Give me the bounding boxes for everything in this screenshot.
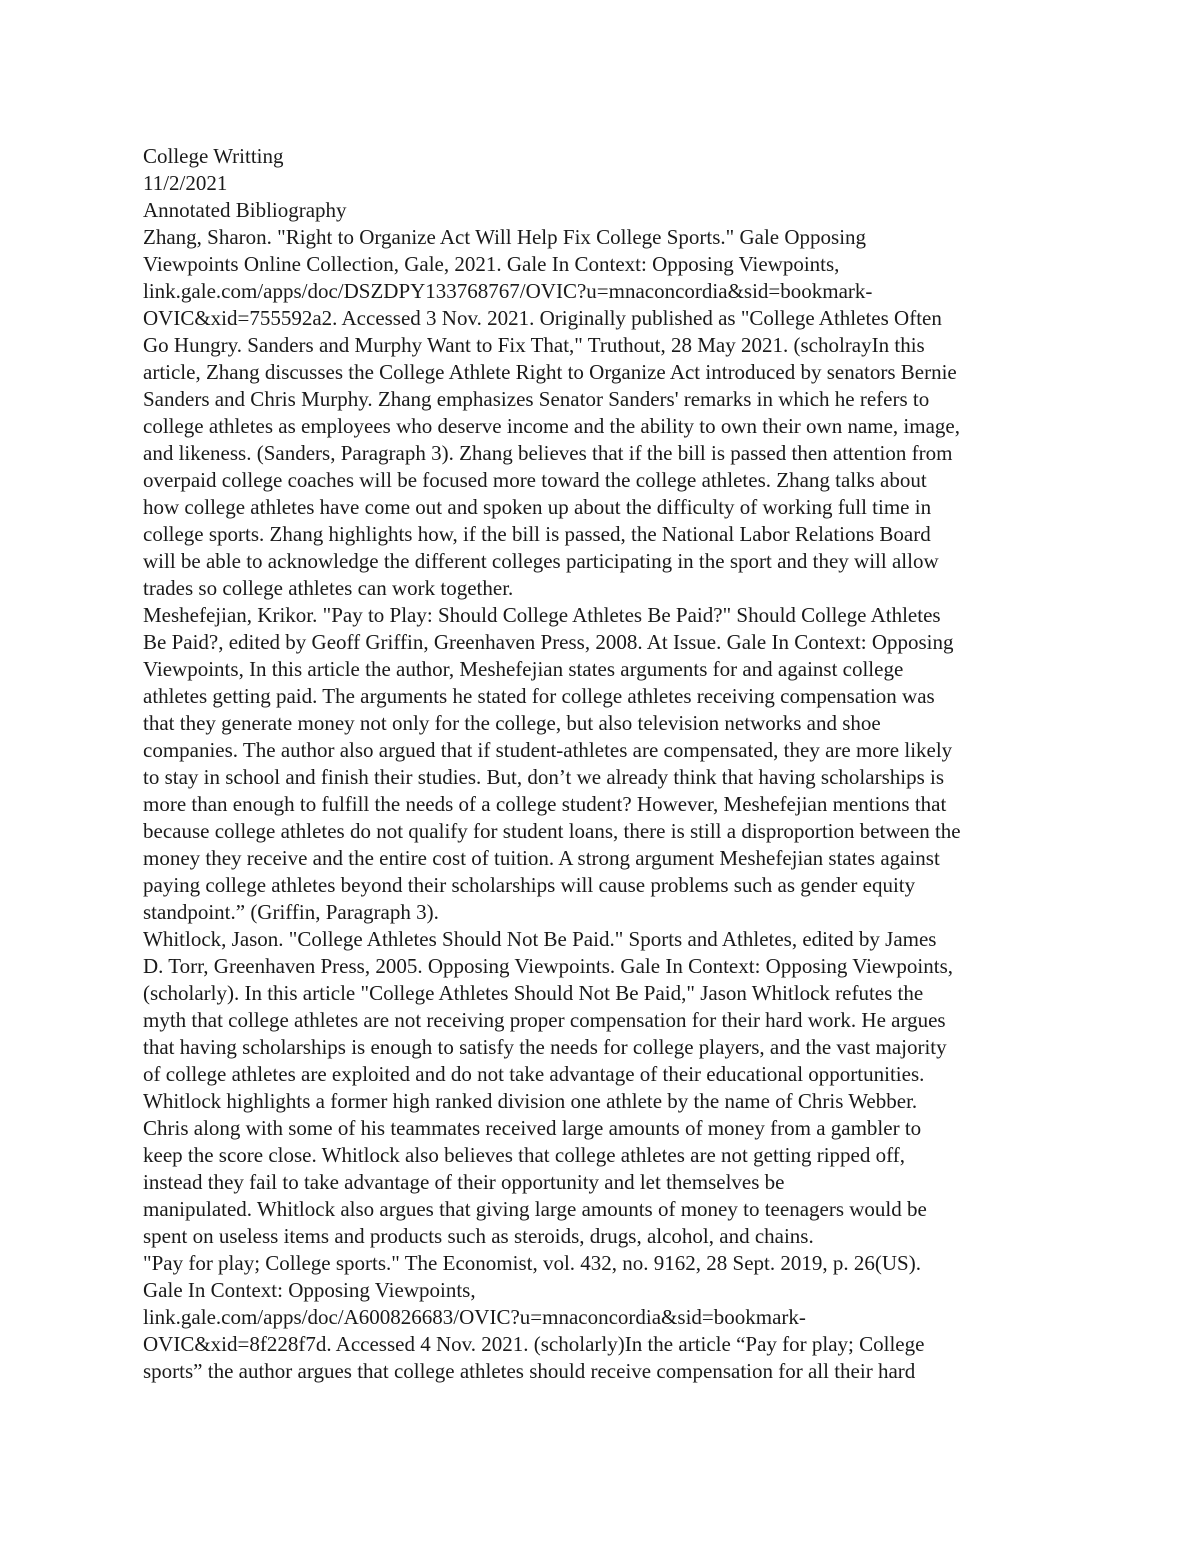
text-line: Be Paid?, edited by Geoff Griffin, Greenhaven Press, 2008. At Issue. Gale In Context: Opposing — [143, 630, 954, 654]
text-line: sports” the author argues that college athletes should receive compensation for all their hard — [143, 1359, 916, 1383]
text-line: Viewpoints, In this article the author, Meshefejian states arguments for and against college — [143, 657, 904, 681]
text-line: standpoint.” (Griffin, Paragraph 3). — [143, 900, 439, 924]
document-title: Annotated Bibliography — [143, 198, 347, 222]
text-line: (scholarly). In this article "College Athletes Should Not Be Paid," Jason Whitlock refutes the — [143, 981, 924, 1005]
text-line: manipulated. Whitlock also argues that giving large amounts of money to teenagers would be — [143, 1197, 927, 1221]
text-line: college athletes as employees who deserve income and the ability to own their own name, image, — [143, 414, 960, 438]
text-line: Whitlock highlights a former high ranked division one athlete by the name of Chris Webber. — [143, 1089, 918, 1113]
course-name: College Writting — [143, 144, 284, 168]
bibliography-text — [143, 224, 1068, 1385]
text-line: Go Hungry. Sanders and Murphy Want to Fix That," Truthout, 28 May 2021. (scholrayIn this — [143, 333, 925, 357]
text-line: OVIC&xid=8f228f7d. Accessed 4 Nov. 2021. (scholarly)In the article “Pay for play; College — [143, 1332, 925, 1356]
text-line: that they generate money not only for the college, but also television networks and shoe — [143, 711, 881, 735]
text-line: link.gale.com/apps/doc/A600826683/OVIC?u=mnaconcordia&sid=bookmark- — [143, 1305, 806, 1329]
text-line: link.gale.com/apps/doc/DSZDPY133768767/OVIC?u=mnaconcordia&sid=bookmark- — [143, 279, 873, 303]
text-line: Whitlock, Jason. "College Athletes Should Not Be Paid." Sports and Athletes, edited by James — [143, 927, 937, 951]
text-line: college sports. Zhang highlights how, if the bill is passed, the National Labor Relations Board — [143, 522, 931, 546]
text-line: how college athletes have come out and spoken up about the difficulty of working full time in — [143, 495, 932, 519]
text-line: spent on useless items and products such as steroids, drugs, alcohol, and chains. — [143, 1224, 814, 1248]
text-line: article, Zhang discusses the College Athlete Right to Organize Act introduced by senators Bernie — [143, 360, 957, 384]
text-line: and likeness. (Sanders, Paragraph 3). Zhang believes that if the bill is passed then attention from — [143, 441, 953, 465]
text-line: will be able to acknowledge the different colleges participating in the sport and they will allow — [143, 549, 939, 573]
text-line: Meshefejian, Krikor. "Pay to Play: Should College Athletes Be Paid?" Should College Athletes — [143, 603, 941, 627]
text-line: "Pay for play; College sports." The Economist, vol. 432, no. 9162, 28 Sept. 2019, p. 26(US). — [143, 1251, 921, 1275]
text-line: OVIC&xid=755592a2. Accessed 3 Nov. 2021. Originally published as "College Athletes Often — [143, 306, 942, 330]
text-line: instead they fail to take advantage of their opportunity and let themselves be — [143, 1170, 785, 1194]
text-line: more than enough to fulfill the needs of a college student? However, Meshefejian mentions that — [143, 792, 947, 816]
text-line: overpaid college coaches will be focused more toward the college athletes. Zhang talks about — [143, 468, 927, 492]
text-line: keep the score close. Whitlock also believes that college athletes are not getting ripped off, — [143, 1143, 905, 1167]
document-body — [143, 143, 1068, 1385]
text-line: D. Torr, Greenhaven Press, 2005. Opposing Viewpoints. Gale In Context: Opposing Viewpoints, — [143, 954, 954, 978]
text-line: Chris along with some of his teammates received large amounts of money from a gambler to — [143, 1116, 922, 1140]
text-line: because college athletes do not qualify for student loans, there is still a disproportion between the — [143, 819, 961, 843]
text-line: companies. The author also argued that if student-athletes are compensated, they are more likely — [143, 738, 953, 762]
document-date: 11/2/2021 — [143, 171, 228, 195]
text-line: of college athletes are exploited and do not take advantage of their educational opportunities. — [143, 1062, 925, 1086]
text-line: money they receive and the entire cost of tuition. A strong argument Meshefejian states against — [143, 846, 940, 870]
text-line: athletes getting paid. The arguments he stated for college athletes receiving compensation was — [143, 684, 935, 708]
text-line: trades so college athletes can work together. — [143, 576, 514, 600]
text-line: Sanders and Chris Murphy. Zhang emphasizes Senator Sanders' remarks in which he refers to — [143, 387, 930, 411]
text-line: to stay in school and finish their studies. But, don’t we already think that having scholarships is — [143, 765, 945, 789]
text-line: paying college athletes beyond their scholarships will cause problems such as gender equity — [143, 873, 916, 897]
text-line: Zhang, Sharon. "Right to Organize Act Will Help Fix College Sports." Gale Opposing — [143, 225, 867, 249]
text-line: Viewpoints Online Collection, Gale, 2021. Gale In Context: Opposing Viewpoints, — [143, 252, 840, 276]
text-line: Gale In Context: Opposing Viewpoints, — [143, 1278, 476, 1302]
text-line: myth that college athletes are not receiving proper compensation for their hard work. He argues — [143, 1008, 946, 1032]
text-line: that having scholarships is enough to satisfy the needs for college players, and the vast majority — [143, 1035, 947, 1059]
